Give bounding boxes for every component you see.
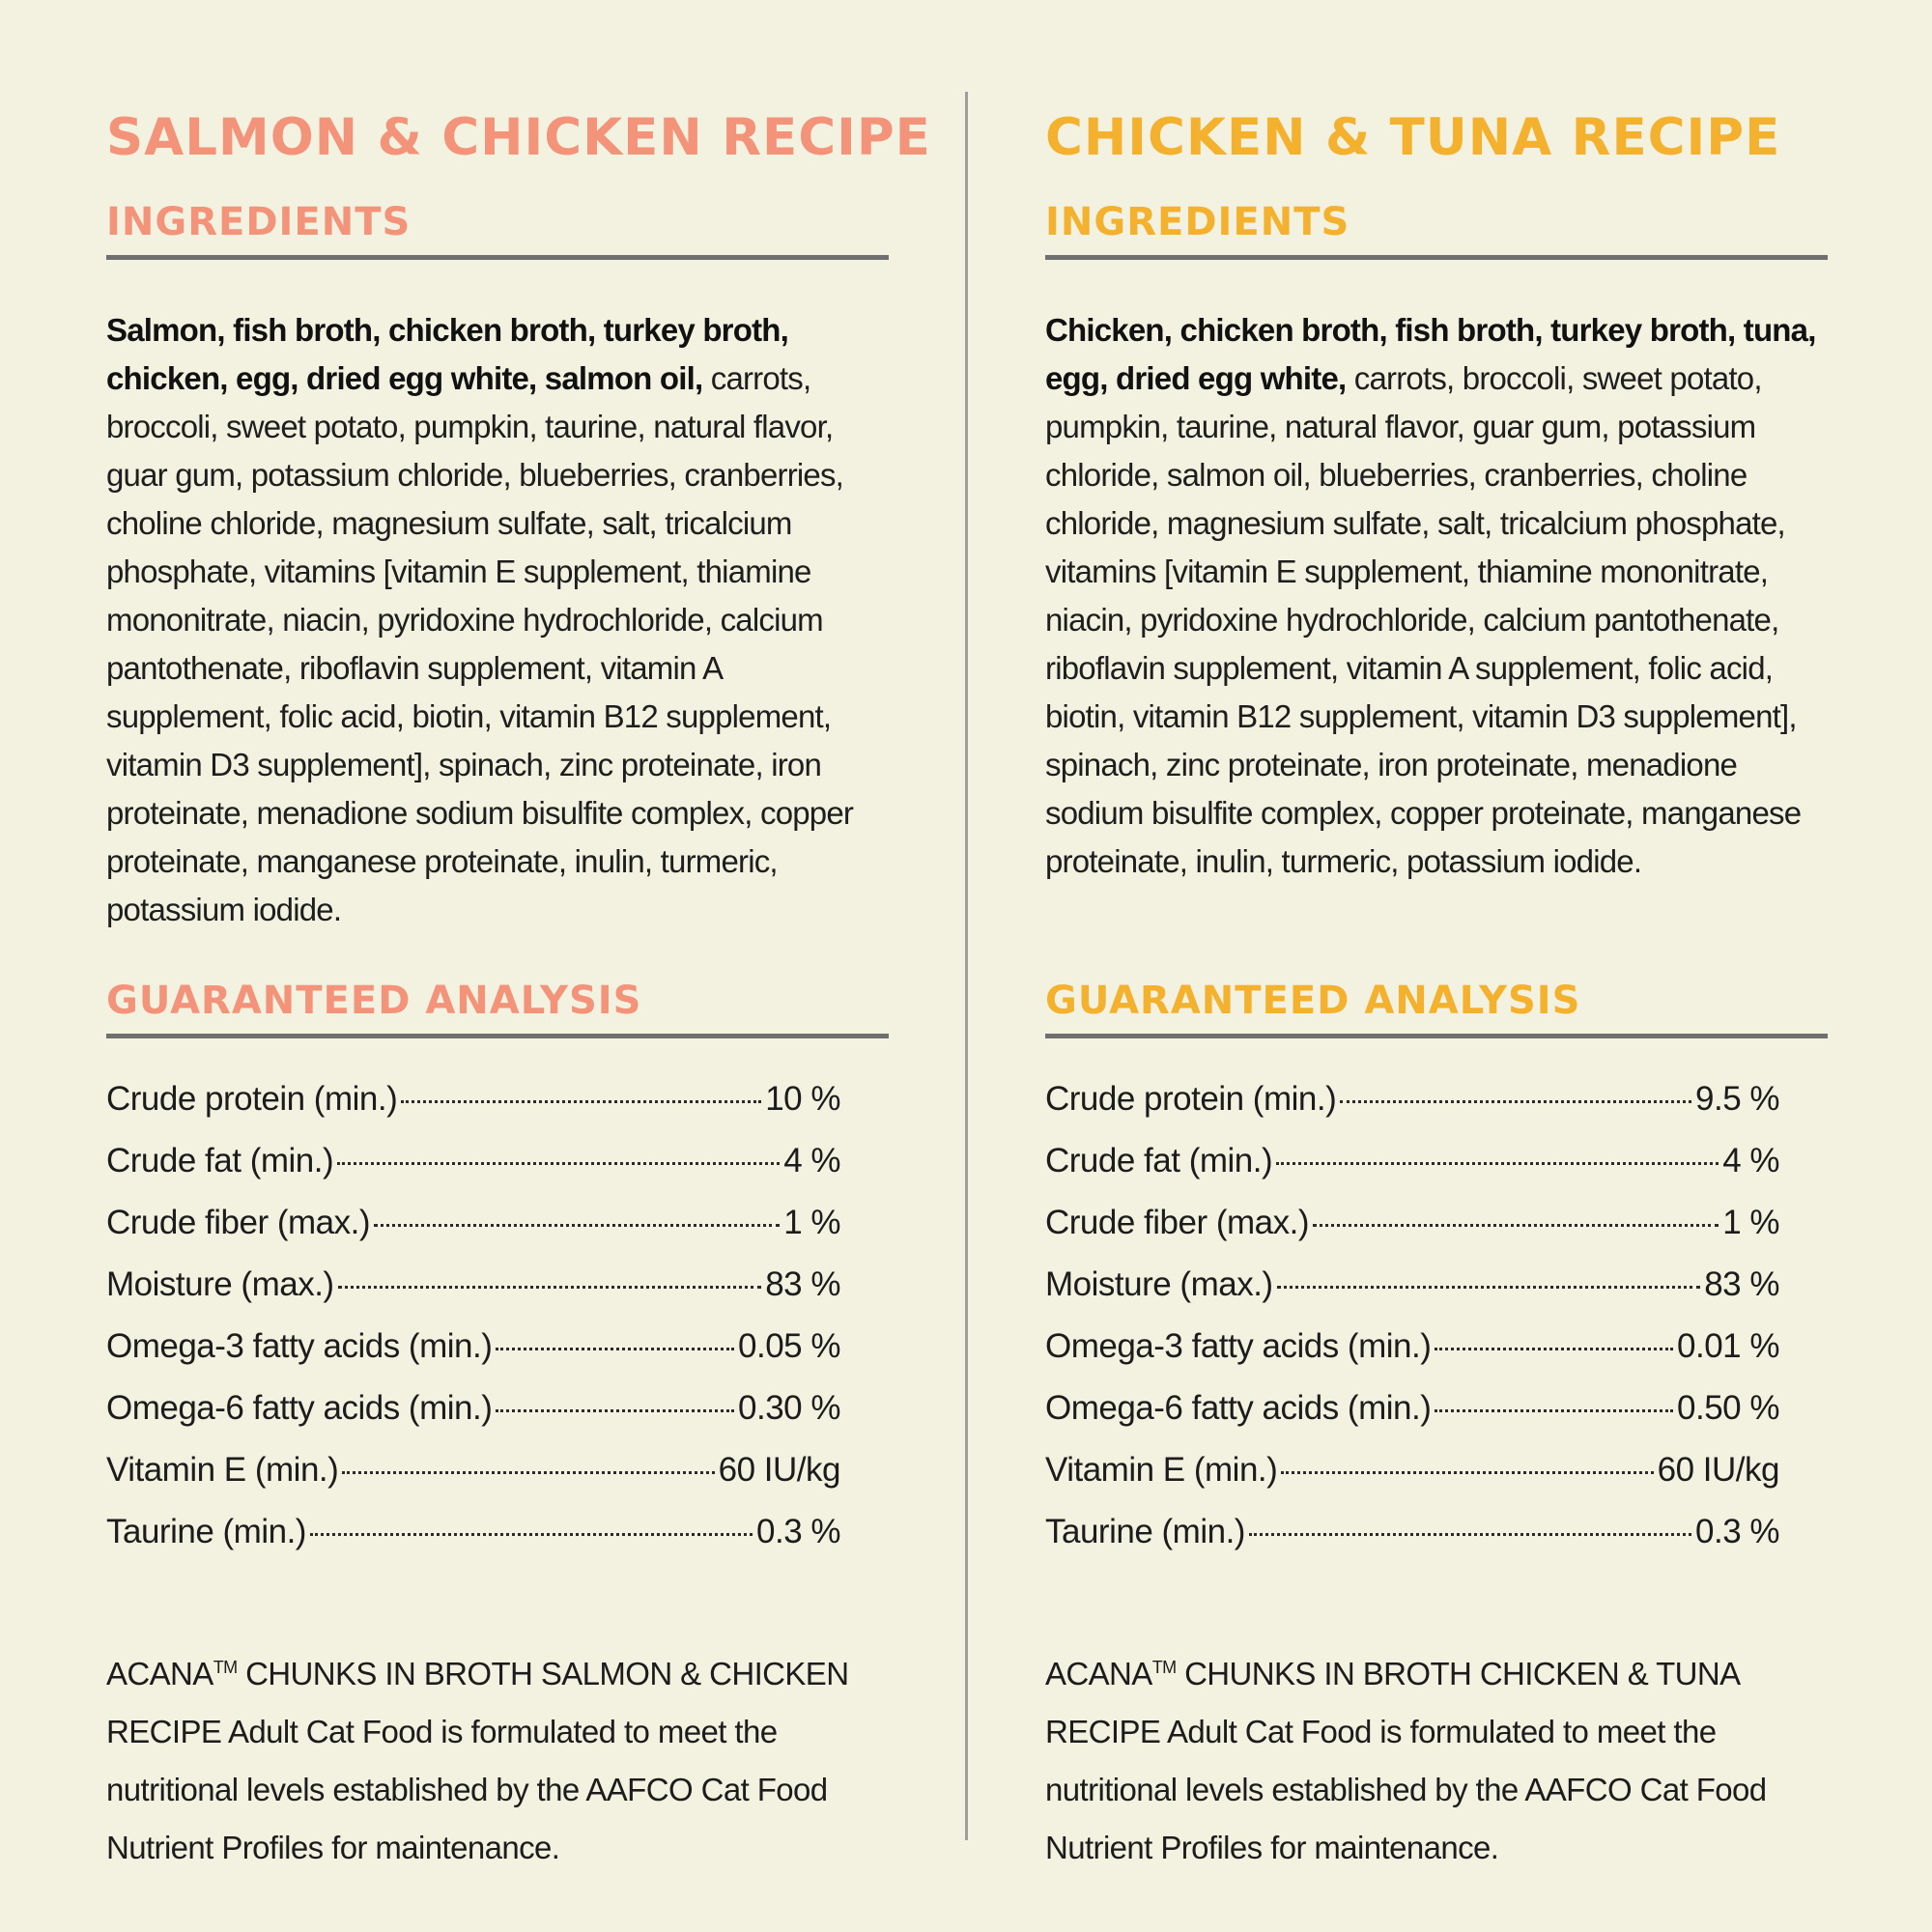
analysis-label: Taurine (min.) (1045, 1513, 1245, 1550)
analysis-value: 0.05 % (738, 1327, 840, 1365)
analysis-label: Crude protein (min.) (1045, 1080, 1337, 1118)
dot-leader (496, 1348, 734, 1350)
trademark-mark: TM (1151, 1658, 1177, 1677)
analysis-value: 4 % (783, 1142, 840, 1179)
ingredients-primary: Salmon, fish broth, chicken broth, turkey broth, chicken, egg, dried egg white, salmon oil, (106, 312, 789, 396)
aafco-statement (1045, 1645, 1828, 1877)
ingredients-text (1045, 306, 1828, 886)
analysis-value: 0.01 % (1677, 1327, 1779, 1365)
analysis-row (106, 1513, 840, 1575)
ingredients-primary: Chicken, chicken broth, fish broth, turkey broth, tuna, egg, dried egg white, (1045, 312, 1816, 396)
ingredients-secondary: carrots, broccoli, sweet potato, pumpkin, taurine, natural flavor, guar gum, potassium chloride, blueberries, cranberries, choline chloride, magnesium sulfate, salt, tricalcium phosphate, vitamins [vitamin E supplement, thiamine mononitrate, niacin, pyridoxine hydrochloride, calcium pantothenate, riboflavin supplement, vitamin A supplement, folic acid, biotin, vitamin B12 supplement, vitamin D3 supplement], spinach, zinc proteinate, iron proteinate, menadione sodium bisulfite complex, copper proteinate, manganese proteinate, inulin, turmeric, potassium iodide. (106, 360, 854, 927)
analysis-heading: GUARANTEED ANALYSIS (1045, 974, 1828, 1038)
analysis-value: 83 % (765, 1265, 840, 1303)
recipe-column-chicken-tuna (1045, 104, 1828, 1865)
analysis-row (1045, 1080, 1779, 1142)
dot-leader (337, 1162, 780, 1165)
analysis-label: Omega-3 fatty acids (min.) (1045, 1327, 1432, 1365)
ingredients-heading: INGREDIENTS (106, 195, 889, 260)
analysis-value: 1 % (1722, 1204, 1779, 1241)
dot-leader (401, 1100, 761, 1103)
analysis-label: Moisture (max.) (106, 1265, 334, 1303)
analysis-value: 0.3 % (1695, 1513, 1779, 1550)
recipe-title: SALMON & CHICKEN RECIPE (106, 108, 931, 167)
dot-leader (1340, 1100, 1691, 1103)
analysis-row (106, 1265, 840, 1327)
analysis-list (1045, 1080, 1779, 1575)
aafco-statement (106, 1645, 889, 1877)
recipe-title: CHICKEN & TUNA RECIPE (1045, 108, 1781, 167)
dot-leader (1277, 1286, 1701, 1289)
analysis-row (106, 1389, 840, 1451)
analysis-row (1045, 1389, 1779, 1451)
statement-text: CHUNKS IN BROTH CHICKEN & TUNA RECIPE Adult Cat Food is formulated to meet the nutritional levels established by the AAFCO Cat Food Nutrient Profiles for maintenance. (1045, 1656, 1767, 1865)
statement-text: CHUNKS IN BROTH SALMON & CHICKEN RECIPE Adult Cat Food is formulated to meet the nutritional levels established by the AAFCO Cat Food Nutrient Profiles for maintenance. (106, 1656, 849, 1865)
dot-leader (1276, 1162, 1719, 1165)
analysis-label: Crude fat (min.) (106, 1142, 334, 1179)
analysis-value: 0.3 % (756, 1513, 840, 1550)
analysis-row (1045, 1142, 1779, 1204)
dot-leader (310, 1533, 753, 1536)
dot-leader (374, 1224, 780, 1227)
analysis-label: Moisture (max.) (1045, 1265, 1273, 1303)
analysis-row (1045, 1327, 1779, 1389)
dot-leader (1281, 1471, 1653, 1474)
dot-leader (1435, 1348, 1673, 1350)
brand-name: ACANA (1045, 1656, 1152, 1691)
analysis-row (106, 1142, 840, 1204)
analysis-row (1045, 1513, 1779, 1575)
analysis-row (1045, 1204, 1779, 1265)
analysis-label: Vitamin E (min.) (1045, 1451, 1278, 1489)
column-divider (965, 92, 968, 1840)
analysis-value: 9.5 % (1695, 1080, 1779, 1118)
dot-leader (496, 1409, 734, 1412)
analysis-row (106, 1451, 840, 1513)
analysis-label: Taurine (min.) (106, 1513, 306, 1550)
dot-leader (1435, 1409, 1673, 1412)
analysis-label: Vitamin E (min.) (106, 1451, 339, 1489)
analysis-label: Crude fiber (max.) (106, 1204, 371, 1241)
dot-leader (342, 1471, 714, 1474)
ingredients-secondary: carrots, broccoli, sweet potato, pumpkin, taurine, natural flavor, guar gum, potassium chloride, salmon oil, blueberries, cranberries, choline chloride, magnesium sulfate, salt, tricalcium phosphate, vitamins [vitamin E supplement, thiamine mononitrate, niacin, pyridoxine hydrochloride, calcium pantothenate, riboflavin supplement, vitamin A supplement, folic acid, biotin, vitamin B12 supplement, vitamin D3 supplement], spinach, zinc proteinate, iron proteinate, menadione sodium bisulfite complex, copper proteinate, manganese proteinate, inulin, turmeric, potassium iodide. (1045, 360, 1802, 879)
dot-leader (1249, 1533, 1691, 1536)
analysis-list (106, 1080, 840, 1575)
analysis-value: 10 % (765, 1080, 840, 1118)
analysis-label: Crude fiber (max.) (1045, 1204, 1310, 1241)
analysis-row (106, 1080, 840, 1142)
recipe-column-salmon-chicken (106, 104, 931, 1865)
analysis-row (106, 1204, 840, 1265)
analysis-row (1045, 1265, 1779, 1327)
trademark-mark: TM (213, 1658, 238, 1677)
analysis-label: Omega-6 fatty acids (min.) (1045, 1389, 1432, 1427)
analysis-value: 60 IU/kg (718, 1451, 840, 1489)
analysis-label: Crude protein (min.) (106, 1080, 398, 1118)
analysis-label: Omega-6 fatty acids (min.) (106, 1389, 493, 1427)
ingredients-text (106, 306, 889, 934)
analysis-value: 4 % (1722, 1142, 1779, 1179)
analysis-heading: GUARANTEED ANALYSIS (106, 974, 889, 1038)
dot-leader (338, 1286, 762, 1289)
analysis-row (106, 1327, 840, 1389)
ingredients-heading: INGREDIENTS (1045, 195, 1828, 260)
analysis-label: Omega-3 fatty acids (min.) (106, 1327, 493, 1365)
dot-leader (1313, 1224, 1719, 1227)
analysis-value: 0.30 % (738, 1389, 840, 1427)
analysis-value: 0.50 % (1677, 1389, 1779, 1427)
analysis-value: 83 % (1704, 1265, 1779, 1303)
analysis-value: 1 % (783, 1204, 840, 1241)
analysis-label: Crude fat (min.) (1045, 1142, 1273, 1179)
analysis-value: 60 IU/kg (1657, 1451, 1779, 1489)
brand-name: ACANA (106, 1656, 213, 1691)
analysis-row (1045, 1451, 1779, 1513)
